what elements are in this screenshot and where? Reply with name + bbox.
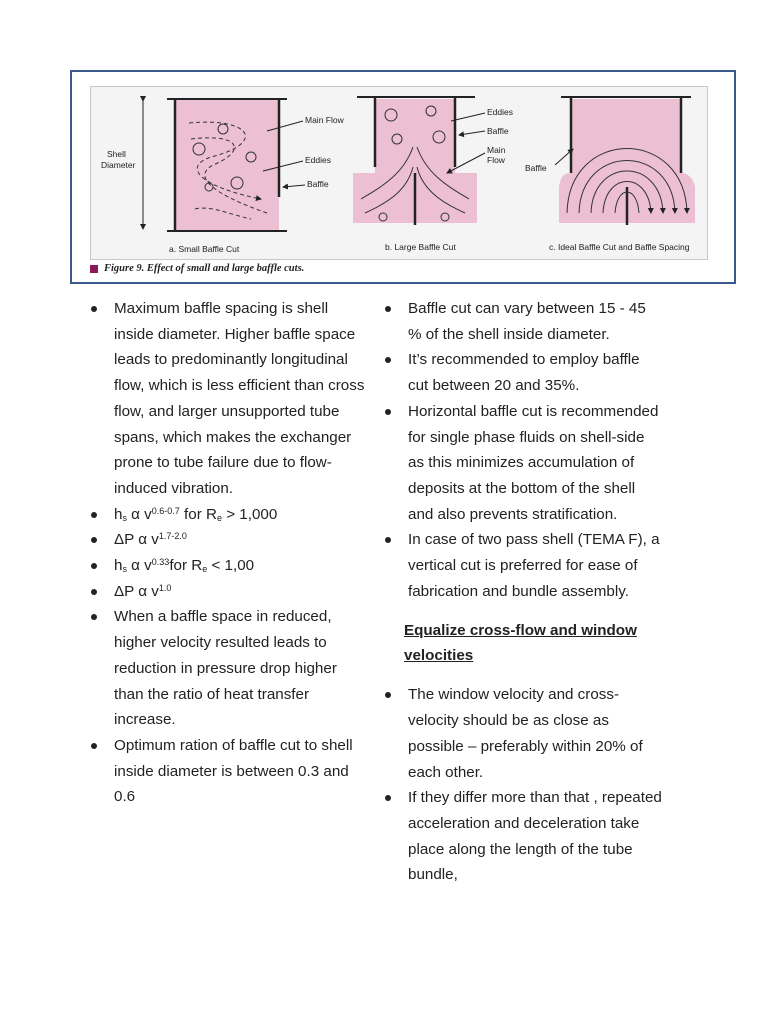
figure-caption-text: Figure 9. Effect of small and large baffle cuts.: [104, 263, 305, 274]
list-item: In case of two pass shell (TEMA F), a vertical cut is preferred for ease of fabrication and bundle assembly.: [380, 527, 662, 604]
panel-b-large-baffle-cut: [353, 97, 513, 252]
caption-square-icon: [90, 265, 98, 273]
panel-c-label: c. Ideal Baffle Cut and Baffle Spacing: [549, 242, 690, 252]
left-bullet-list: [86, 296, 366, 810]
left-column: [86, 296, 366, 810]
baffle-label-c: Baffle: [525, 163, 547, 173]
right-bullet-list: [380, 296, 662, 604]
baffle-cut-figure: [90, 86, 708, 260]
list-item: Horizontal baffle cut is recommended for single phase fluids on shell-side as this minimizes accumulation of deposits at the bottom of the shell and also prevents stratification.: [380, 399, 662, 528]
baffle-diagram: [91, 87, 709, 261]
list-item: Optimum ration of baffle cut to shell inside diameter is between 0.3 and 0.6: [86, 733, 366, 810]
eddies-label-a: Eddies: [305, 155, 331, 165]
list-item: If they differ more than that , repeated acceleration and deceleration take place along the length of the tube bundle,: [380, 785, 662, 888]
list-item: ΔP α $v^{1.0}$: [86, 579, 366, 605]
shell-label: Shell: [107, 149, 126, 159]
figure-frame: [70, 70, 736, 284]
list-item: It’s recommended to employ baffle cut between 20 and 35%.: [380, 347, 662, 398]
list-item: The window velocity and cross-velocity should be as close as possible – preferably within 20% of each other.: [380, 682, 662, 785]
panel-a-fluid: [175, 99, 279, 231]
panel-c-ideal-baffle-cut: [525, 97, 695, 252]
list-item: $h_s$ α $v^{0.6-0.7}$ for $R_e > 1,000$: [86, 502, 366, 528]
list-item: ΔP α $v^{1.7-2.0}$: [86, 527, 366, 553]
panel-a-small-baffle-cut: [101, 99, 345, 254]
panel-a-label: a. Small Baffle Cut: [169, 244, 240, 254]
eddies-label-b: Eddies: [487, 107, 513, 117]
panel-b-label: b. Large Baffle Cut: [385, 242, 456, 252]
main-label-b: Main: [487, 145, 506, 155]
baffle-label-a: Baffle: [307, 179, 329, 189]
diameter-label: Diameter: [101, 160, 136, 170]
section-heading: Equalize cross-flow and window velocities: [404, 622, 637, 665]
list-item: Maximum baffle spacing is shell inside diameter. Higher baffle space leads to predominantly longitudinal flow, which is less efficient than cross flow, and larger unsupported tube spans, which makes the exchanger prone to tube failure due to flow-induced vibration.: [86, 296, 366, 502]
figure-caption: [90, 263, 304, 274]
list-item: When a baffle space in reduced, higher velocity resulted leads to reduction in pressure drop higher than the ratio of heat transfer increase.: [86, 604, 366, 733]
main-flow-label-a: Main Flow: [305, 115, 344, 125]
right-bullet-list-2: [380, 682, 662, 888]
list-item: $h_s$ α $v^{0.33}for$ $R_e < 1,00$: [86, 553, 366, 579]
list-item: Baffle cut can vary between 15 - 45 % of the shell inside diameter.: [380, 296, 662, 347]
flow-label-b: Flow: [487, 155, 505, 165]
baffle-label-b: Baffle: [487, 126, 509, 136]
right-column: [380, 296, 662, 888]
